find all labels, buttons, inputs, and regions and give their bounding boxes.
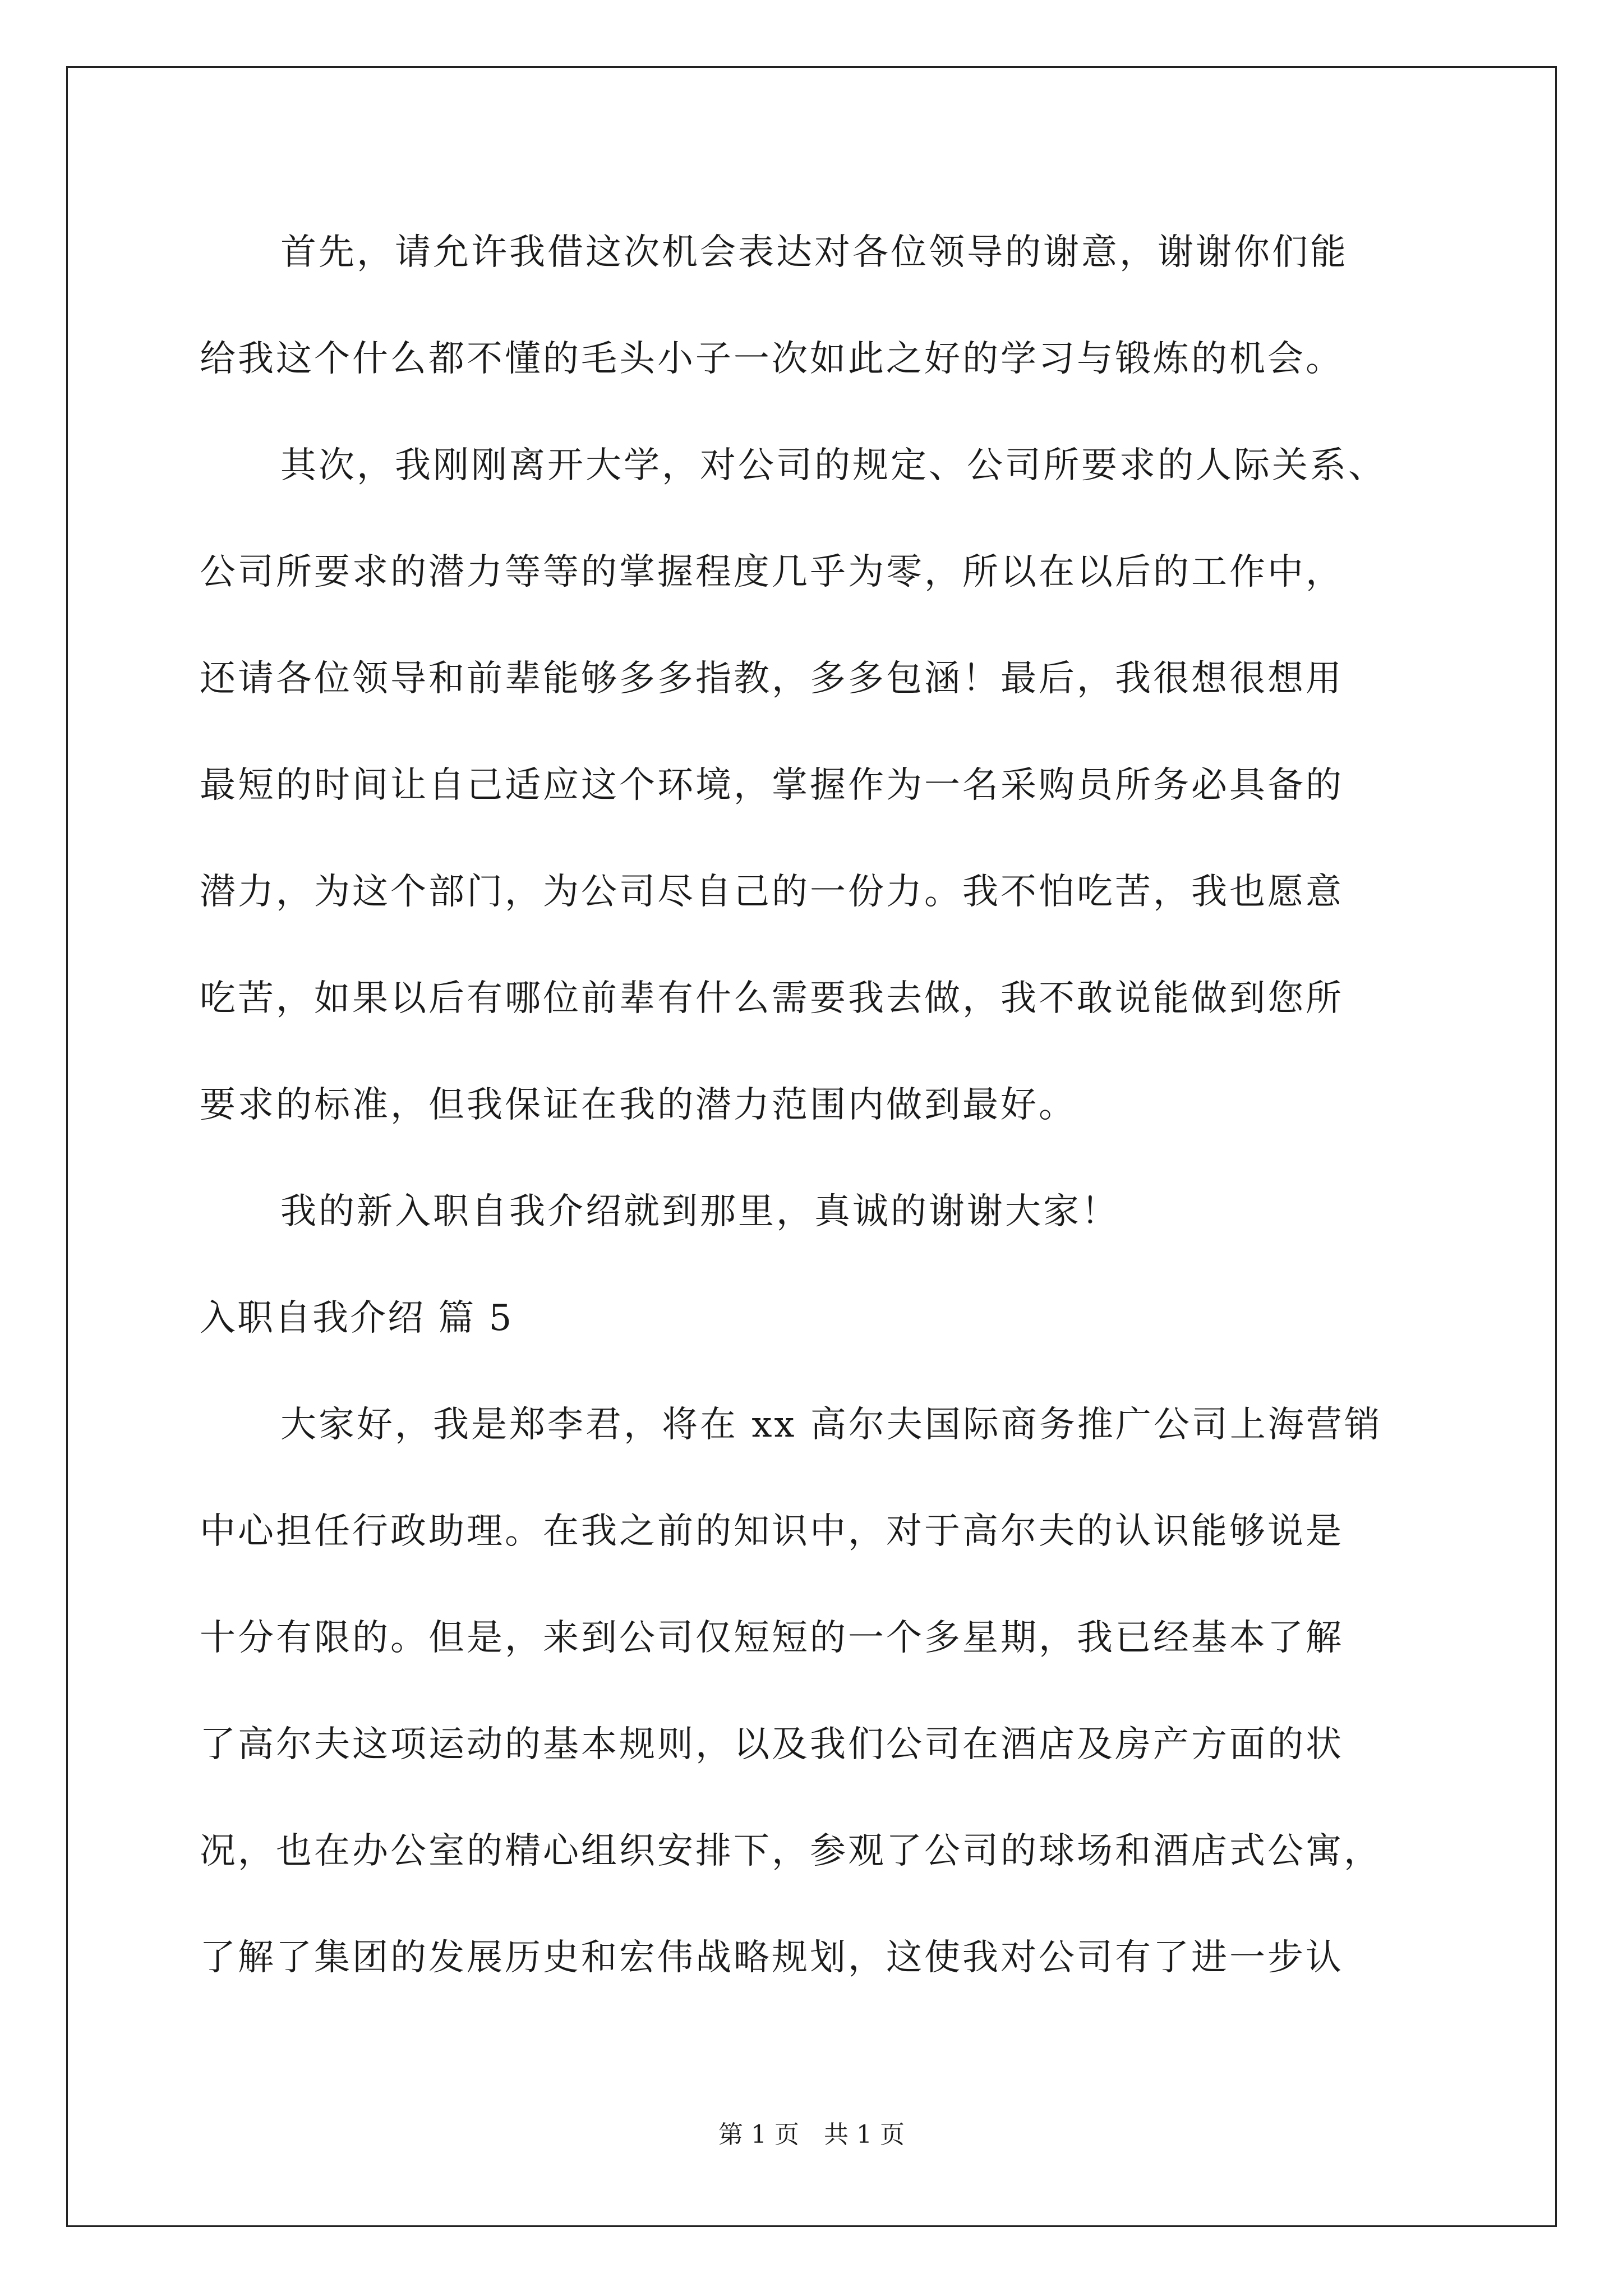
paragraph-line: 大家好，我是郑李君，将在 xx 高尔夫国际商务推广公司上海营销: [280, 1404, 1382, 1446]
paragraph-line: 其次，我刚刚离开大学，对公司的规定、公司所要求的人际关系、: [280, 445, 1386, 486]
page-number-footer: 第 1 页 共 1 页: [718, 2120, 905, 2149]
paragraph-line: 了高尔夫这项运动的基本规则，以及我们公司在酒店及房产方面的状: [200, 1724, 1344, 1765]
paragraph-line: 首先，请允许我借这次机会表达对各位领导的谢意，谢谢你们能: [280, 232, 1348, 273]
page-border: [66, 66, 1557, 2227]
paragraph-line: 了解了集团的发展历史和宏伟战略规划，这使我对公司有了进一步认: [200, 1937, 1344, 1978]
paragraph-line: 还请各位领导和前辈能够多多指教，多多包涵！最后，我很想很想用: [200, 658, 1344, 700]
paragraph-line: 公司所要求的潜力等等的掌握程度几乎为零，所以在以后的工作中，: [200, 551, 1344, 593]
paragraph-line: 给我这个什么都不懂的毛头小子一次如此之好的学习与锻炼的机会。: [200, 338, 1344, 380]
paragraph-line: 最短的时间让自己适应这个环境，掌握作为一名采购员所务必具备的: [200, 765, 1344, 806]
section-heading: 入职自我介绍 篇 5: [200, 1297, 514, 1339]
paragraph-line: 吃苦，如果以后有哪位前辈有什么需要我去做，我不敢说能做到您所: [200, 978, 1344, 1019]
paragraph-line: 中心担任行政助理。在我之前的知识中，对于高尔夫的认识能够说是: [200, 1511, 1344, 1552]
paragraph-line: 要求的标准，但我保证在我的潜力范围内做到最好。: [200, 1084, 1077, 1126]
paragraph-line: 十分有限的。但是，来到公司仅短短的一个多星期，我已经基本了解: [200, 1617, 1344, 1659]
paragraph-line: 潜力，为这个部门，为公司尽自己的一份力。我不怕吃苦，我也愿意: [200, 871, 1344, 913]
paragraph-line: 况，也在办公室的精心组织安排下，参观了公司的球场和酒店式公寓，: [200, 1830, 1382, 1872]
paragraph-line: 我的新入职自我介绍就到那里，真诚的谢谢大家！: [280, 1191, 1119, 1232]
